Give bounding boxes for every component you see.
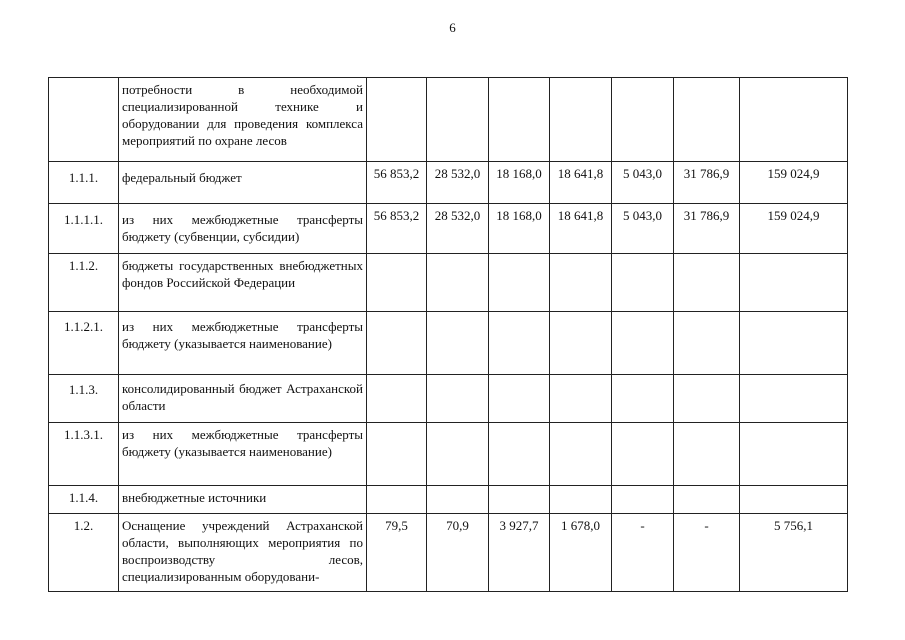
total-cell: 159 024,9	[740, 162, 848, 204]
value-cell-4	[550, 254, 612, 312]
value-cell-6	[674, 486, 740, 514]
value-cell-3: 18 168,0	[489, 204, 550, 254]
value-cell-2	[427, 486, 489, 514]
row-number-cell: 1.1.4.	[49, 486, 119, 514]
row-number-cell: 1.1.2.	[49, 254, 119, 312]
total-cell	[740, 486, 848, 514]
row-description-cell: федеральный бюджет	[119, 162, 367, 204]
row-description-cell: из них межбюджетные трансферты бюджету (указывается наименование)	[119, 423, 367, 486]
row-description-cell: из них межбюджетные трансферты бюджету (субвенции, субсидии)	[119, 204, 367, 254]
row-description-cell: бюджеты государственных внебюджетных фондов Российской Федерации	[119, 254, 367, 312]
value-cell-5	[612, 486, 674, 514]
page-number: 6	[449, 20, 456, 35]
value-cell-2	[427, 78, 489, 162]
value-cell-6	[674, 423, 740, 486]
value-cell-4: 18 641,8	[550, 204, 612, 254]
value-cell-6	[674, 312, 740, 375]
total-cell: 159 024,9	[740, 204, 848, 254]
value-cell-5	[612, 375, 674, 423]
value-cell-4	[550, 423, 612, 486]
table-row	[49, 423, 848, 486]
value-cell-1	[367, 486, 427, 514]
value-cell-3: 18 168,0	[489, 162, 550, 204]
value-cell-2	[427, 375, 489, 423]
value-cell-5: 5 043,0	[612, 204, 674, 254]
value-cell-1: 79,5	[367, 514, 427, 592]
value-cell-4: 1 678,0	[550, 514, 612, 592]
budget-table	[48, 77, 848, 592]
value-cell-5	[612, 423, 674, 486]
value-cell-3	[489, 423, 550, 486]
value-cell-1	[367, 312, 427, 375]
value-cell-5	[612, 78, 674, 162]
value-cell-5	[612, 312, 674, 375]
value-cell-5: -	[612, 514, 674, 592]
row-number-cell	[49, 78, 119, 162]
row-number-cell: 1.1.1.1.	[49, 204, 119, 254]
value-cell-6	[674, 254, 740, 312]
value-cell-5: 5 043,0	[612, 162, 674, 204]
total-cell	[740, 423, 848, 486]
value-cell-3	[489, 254, 550, 312]
value-cell-3: 3 927,7	[489, 514, 550, 592]
value-cell-3	[489, 486, 550, 514]
value-cell-6	[674, 78, 740, 162]
value-cell-1: 56 853,2	[367, 162, 427, 204]
table-row	[49, 514, 848, 592]
row-description-cell: консолидированный бюджет Астраханской области	[119, 375, 367, 423]
value-cell-4	[550, 486, 612, 514]
value-cell-3	[489, 375, 550, 423]
row-number-cell: 1.1.2.1.	[49, 312, 119, 375]
value-cell-5	[612, 254, 674, 312]
value-cell-6: 31 786,9	[674, 162, 740, 204]
row-description-cell: Оснащение учреждений Астраханской области, выполняющих мероприятия по воспроизводству лесов, специализированным оборудовани-	[119, 514, 367, 592]
table-row	[49, 312, 848, 375]
table-row	[49, 204, 848, 254]
table-row	[49, 162, 848, 204]
value-cell-1	[367, 423, 427, 486]
total-cell	[740, 312, 848, 375]
value-cell-3	[489, 312, 550, 375]
value-cell-6: 31 786,9	[674, 204, 740, 254]
row-number-cell: 1.1.1.	[49, 162, 119, 204]
table-row	[49, 375, 848, 423]
value-cell-2	[427, 423, 489, 486]
value-cell-2	[427, 254, 489, 312]
row-number-cell: 1.2.	[49, 514, 119, 592]
value-cell-2: 28 532,0	[427, 162, 489, 204]
value-cell-4: 18 641,8	[550, 162, 612, 204]
table-row	[49, 254, 848, 312]
value-cell-6: -	[674, 514, 740, 592]
value-cell-4	[550, 78, 612, 162]
total-cell	[740, 375, 848, 423]
value-cell-1	[367, 375, 427, 423]
total-cell	[740, 78, 848, 162]
value-cell-1: 56 853,2	[367, 204, 427, 254]
value-cell-4	[550, 312, 612, 375]
table-row	[49, 78, 848, 162]
total-cell	[740, 254, 848, 312]
row-description-cell: внебюджетные источники	[119, 486, 367, 514]
total-cell: 5 756,1	[740, 514, 848, 592]
value-cell-2: 70,9	[427, 514, 489, 592]
row-description-cell: из них межбюджетные трансферты бюджету (указывается наименование)	[119, 312, 367, 375]
value-cell-2: 28 532,0	[427, 204, 489, 254]
value-cell-2	[427, 312, 489, 375]
row-number-cell: 1.1.3.	[49, 375, 119, 423]
value-cell-6	[674, 375, 740, 423]
row-number-cell: 1.1.3.1.	[49, 423, 119, 486]
value-cell-4	[550, 375, 612, 423]
value-cell-1	[367, 78, 427, 162]
value-cell-3	[489, 78, 550, 162]
row-description-cell: потребности в необходимой специализированной технике и оборудовании для проведения комплекса мероприятий по охране лесов	[119, 78, 367, 162]
table-row	[49, 486, 848, 514]
value-cell-1	[367, 254, 427, 312]
